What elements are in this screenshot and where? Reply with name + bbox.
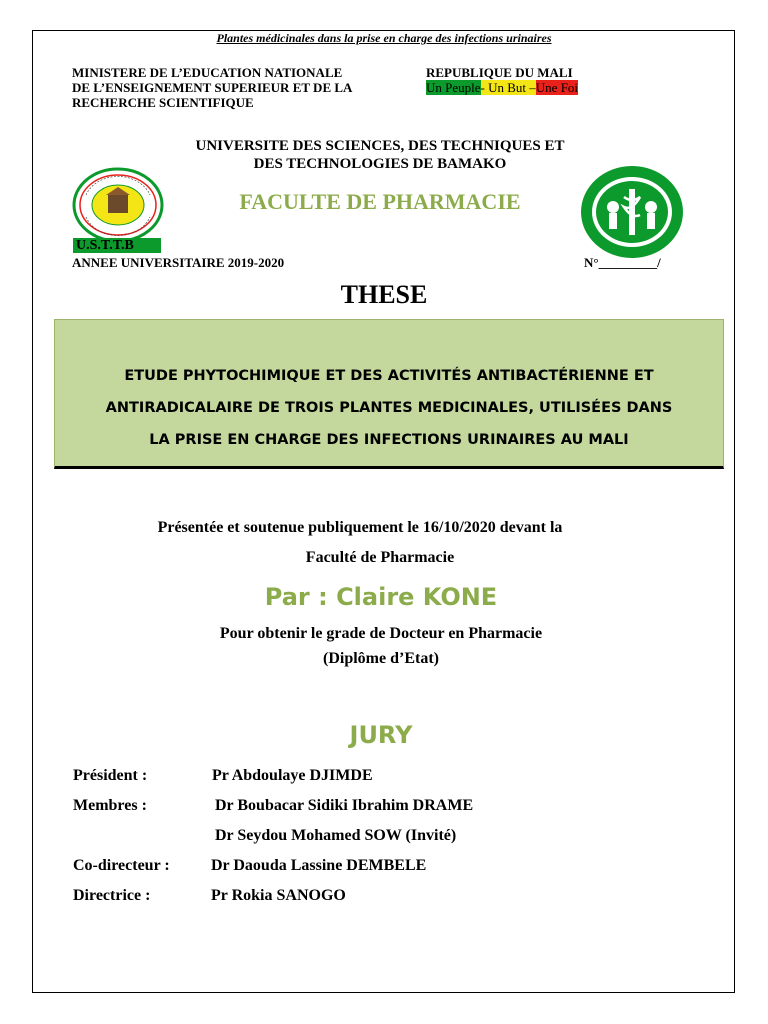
running-header: Plantes médicinales dans la prise en charge des infections urinaires (216, 31, 552, 45)
jury-role: Co-directeur : (73, 857, 170, 874)
thesis-title-line: ETUDE PHYTOCHIMIQUE ET DES ACTIVITÉS ANTIBACTÉRIENNE ET (124, 368, 654, 384)
thesis-title (54, 360, 724, 456)
ministry-line: MINISTERE DE L’EDUCATION NATIONALE (72, 65, 343, 80)
university-name (140, 137, 620, 173)
ministry-line: RECHERCHE SCIENTIFIQUE (72, 95, 254, 110)
motto-part: Un Peuple (426, 80, 481, 95)
university-seal-icon (72, 167, 164, 243)
author-name: Par : Claire KONE (264, 583, 498, 611)
university-line: UNIVERSITE DES SCIENCES, DES TECHNIQUES ET (195, 138, 565, 154)
university-line: DES TECHNOLOGIES DE BAMAKO (253, 156, 507, 172)
jury-role: Directrice : (73, 887, 151, 904)
pharmacy-faculty-seal-icon (580, 165, 684, 259)
academic-year: ANNEE UNIVERSITAIRE 2019-2020 (72, 255, 285, 270)
motto-part: - Un But – (480, 80, 536, 95)
thesis-title-line: LA PRISE EN CHARGE DES INFECTIONS URINAIRES AU MALI (149, 432, 629, 448)
thesis-number-field: N°_________/ (584, 255, 661, 270)
thesis-title-line: ANTIRADICALAIRE DE TROIS PLANTES MEDICINALES, UTILISÉES DANS (105, 400, 673, 416)
usttb-label: U.S.T.T.B (73, 238, 161, 253)
jury-member-name: Dr Daouda Lassine DEMBELE (211, 857, 427, 874)
presentation-faculty: Faculté de Pharmacie (305, 549, 455, 566)
jury-heading: JURY (349, 721, 413, 749)
document-type: THESE (340, 280, 428, 309)
degree-line: Pour obtenir le grade de Docteur en Pharmacie (219, 625, 543, 642)
ministry-line: DE L’ENSEIGNEMENT SUPERIEUR ET DE LA (72, 80, 353, 95)
jury-role: Président : (73, 767, 148, 784)
jury-member-name: Pr Abdoulaye DJIMDE (212, 767, 373, 784)
degree-diploma: (Diplôme d’Etat) (323, 650, 439, 667)
jury-member-name: Dr Boubacar Sidiki Ibrahim DRAME (215, 797, 474, 814)
motto-part: Une Foi (535, 80, 579, 95)
presentation-line: Présentée et soutenue publiquement le 16/10/2020 devant la (157, 519, 563, 536)
jury-member-name: Dr Seydou Mohamed SOW (Invité) (215, 827, 457, 844)
faculty-name: FACULTE DE PHARMACIE (239, 189, 521, 214)
jury-role: Membres : (73, 797, 147, 814)
republic-name: REPUBLIQUE DU MALI (426, 65, 573, 80)
ministry-block (72, 65, 412, 110)
jury-member-name: Pr Rokia SANOGO (211, 887, 346, 904)
national-motto (426, 80, 578, 95)
